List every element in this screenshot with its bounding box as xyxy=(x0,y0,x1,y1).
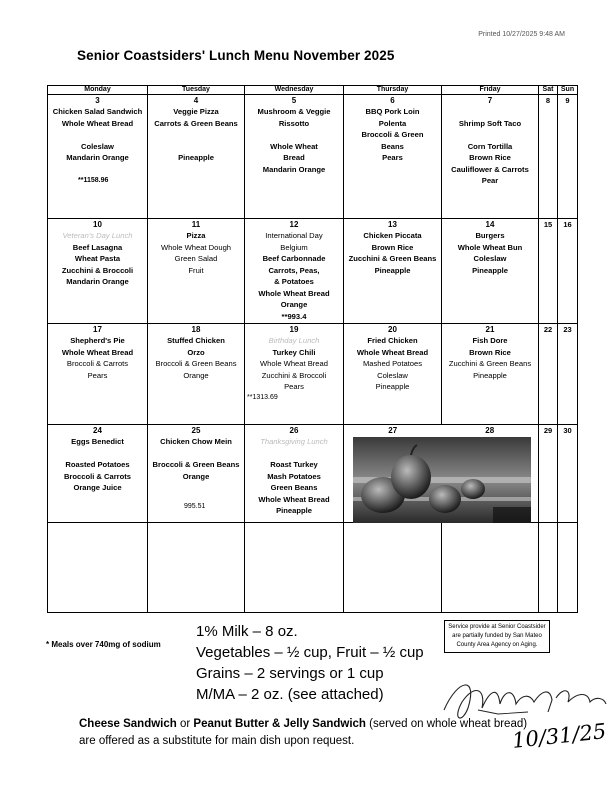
header-row xyxy=(48,86,578,95)
day-number: 3 xyxy=(95,96,100,105)
menu-item: Zucchini & Broccoli xyxy=(61,265,134,275)
menu-item: Whole Wheat Bread xyxy=(260,359,328,368)
menu-item: Pineapple xyxy=(178,153,214,162)
day-number: 26 xyxy=(289,426,299,435)
menu-item: Birthday Lunch xyxy=(268,336,320,345)
sodium-note: * Meals over 740mg of sodium xyxy=(46,640,161,649)
day-number: 7 xyxy=(487,96,493,105)
day-cell xyxy=(148,95,245,219)
empty-cell xyxy=(558,523,578,613)
menu-item: Orange xyxy=(182,471,210,481)
day-number: 22 xyxy=(543,325,553,334)
day-cell xyxy=(344,219,442,324)
menu-item: Beef Lasagna xyxy=(72,242,123,252)
menu-item: Rissotto xyxy=(278,118,310,128)
sodium-marker: 995.51 xyxy=(184,503,206,510)
menu-item: Zucchini & Green Beans xyxy=(348,254,437,263)
menu-item: Coleslaw xyxy=(473,254,507,263)
menu-item: Whole Wheat Bread xyxy=(61,118,134,128)
menu-item: Pineapple xyxy=(375,382,410,391)
menu-item: Broccoli & Green xyxy=(361,130,424,139)
day-cell xyxy=(442,95,539,219)
menu-item: Whole Wheat Bread xyxy=(356,347,429,357)
menu-item: Bread xyxy=(283,153,305,162)
header-wednesday: Wednesday xyxy=(245,86,344,95)
menu-item: Roasted Potatoes xyxy=(65,460,130,469)
substitute-option-cheese: Cheese Sandwich xyxy=(79,718,177,730)
menu-item: Broccoli & Green Beans xyxy=(155,359,237,368)
empty-cell xyxy=(442,523,539,613)
sun-cell xyxy=(558,324,578,425)
day-number: 23 xyxy=(563,325,572,334)
menu-item xyxy=(48,129,147,141)
menu-item: Broccoli & Carrots xyxy=(66,359,129,368)
menu-item: Orange Juice xyxy=(73,483,122,492)
menu-item: & Potatoes xyxy=(274,277,314,286)
menu-item: Whole Wheat Bread xyxy=(258,494,330,504)
menu-item: Pizza xyxy=(186,231,206,240)
nutrition-line: Vegetables – ½ cup, Fruit – ½ cup xyxy=(196,644,424,661)
menu-item: Brown Rice xyxy=(371,242,414,252)
menu-item: Burgers xyxy=(475,231,505,240)
menu-item: Mushroom & Veggie xyxy=(257,107,331,116)
thanksgiving-pumpkin-image xyxy=(353,437,531,523)
menu-item: Polenta xyxy=(378,118,407,128)
menu-item: Eggs Benedict xyxy=(71,437,124,446)
day-cell xyxy=(442,219,539,324)
menu-item: Mandarin Orange xyxy=(262,164,326,174)
menu-calendar xyxy=(47,85,578,613)
menu-item: Cauliflower & Carrots xyxy=(451,164,529,174)
menu-item: Mashed Potatoes xyxy=(362,359,423,368)
menu-item: Green Salad xyxy=(174,254,218,263)
menu-item xyxy=(148,129,244,141)
funding-note: Service provide at Senior Coastsider are partially funded by San Mateo County Area Agency on Aging. xyxy=(444,620,550,653)
menu-item: Whole Wheat Bread xyxy=(258,288,330,298)
day-number: 14 xyxy=(485,220,495,229)
day-cell xyxy=(245,95,344,219)
menu-item: Mandarin Orange xyxy=(66,153,129,162)
day-number: 8 xyxy=(545,96,551,105)
menu-item xyxy=(148,448,244,460)
substitute-rest: (served on whole wheat bread) are offered as a substitute for main dish upon request. xyxy=(79,718,528,747)
substitute-note xyxy=(79,716,539,750)
menu-item: Coleslaw xyxy=(377,370,408,380)
day-number: 29 xyxy=(543,426,553,435)
menu-item: Pineapple xyxy=(374,265,411,275)
menu-item: Orange xyxy=(280,300,308,309)
menu-item: Mash Potatoes xyxy=(267,471,321,481)
header-thursday: Thursday xyxy=(344,86,442,95)
page-title: Senior Coastsiders' Lunch Menu November 2025 xyxy=(77,48,395,63)
menu-item: Stuffed Chicken xyxy=(167,336,225,345)
week-row xyxy=(48,324,578,425)
nutrition-line: 1% Milk – 8 oz. xyxy=(196,623,298,640)
day-cell xyxy=(344,324,442,425)
empty-cell xyxy=(148,523,245,613)
sat-cell xyxy=(539,324,558,425)
day-cell xyxy=(245,425,344,523)
signature-date: 10/31/25 xyxy=(511,719,608,753)
day-cell xyxy=(344,95,442,219)
menu-item: Fish Dore xyxy=(472,336,508,345)
sat-cell xyxy=(539,425,558,523)
day-number: 9 xyxy=(565,96,570,105)
menu-item: Carrots & Green Beans xyxy=(154,118,238,128)
header-friday: Friday xyxy=(442,86,539,95)
menu-item: Orange xyxy=(183,370,209,380)
header-tuesday: Tuesday xyxy=(148,86,245,95)
nutrition-line: Grains – 2 servings or 1 cup xyxy=(196,665,384,682)
menu-item: Turkey Chili xyxy=(272,347,316,357)
menu-item: Chicken Chow Mein xyxy=(160,437,232,446)
menu-item: Corn Tortilla xyxy=(467,141,513,151)
day-number: 20 xyxy=(388,325,397,334)
menu-item: Beef Carbonnade xyxy=(262,254,326,263)
day-cell xyxy=(48,324,148,425)
day-number: 11 xyxy=(191,220,201,229)
substitute-option-pbj: Peanut Butter & Jelly Sandwich xyxy=(193,718,366,730)
day-number: 13 xyxy=(388,220,397,229)
day-number: 5 xyxy=(291,96,297,105)
day-number: 27 xyxy=(388,426,398,435)
day-cell xyxy=(48,425,148,523)
nutrition-line: M/MA – 2 oz. (see attached) xyxy=(196,686,384,703)
sat-cell xyxy=(539,95,558,219)
menu-item: Pears xyxy=(382,153,403,162)
menu-item xyxy=(48,448,147,460)
menu-item: Carrots, Peas, xyxy=(268,265,320,275)
header-sun: Sun xyxy=(558,86,578,95)
sodium-marker: **1158.96 xyxy=(78,176,109,184)
day-number: 19 xyxy=(289,325,299,334)
menu-item xyxy=(245,448,343,460)
day-number: 17 xyxy=(93,325,102,334)
menu-item: Chicken Salad Sandwich xyxy=(52,107,143,116)
day-cell xyxy=(148,219,245,324)
menu-item: Broccoli & Carrots xyxy=(63,471,132,481)
day-number: 25 xyxy=(191,426,201,435)
header-sat: Sat xyxy=(539,86,558,95)
menu-item: Pears xyxy=(284,382,304,391)
menu-item: Green Beans xyxy=(270,483,318,492)
menu-item: Zucchini & Green Beans xyxy=(448,359,532,368)
menu-item: Beans xyxy=(381,141,404,151)
menu-item: Whole Wheat Bread xyxy=(61,347,134,357)
day-number: 16 xyxy=(563,220,572,229)
empty-cell xyxy=(245,523,344,613)
menu-item: Mandarin Orange xyxy=(66,277,129,286)
menu-item: Orzo xyxy=(187,347,205,357)
menu-item xyxy=(245,129,343,141)
day-number: 30 xyxy=(563,426,572,435)
menu-item: Thanksgiving Lunch xyxy=(260,437,328,446)
day-number: 15 xyxy=(543,220,553,229)
empty-cell xyxy=(539,523,558,613)
substitute-or: or xyxy=(176,718,194,730)
menu-item: Zucchini & Broccoli xyxy=(261,370,327,380)
week-row xyxy=(48,219,578,324)
menu-item: Fried Chicken xyxy=(367,336,418,345)
menu-item xyxy=(442,129,538,141)
menu-item: Whole Wheat Bun xyxy=(457,242,523,252)
menu-item: Coleslaw xyxy=(81,141,114,151)
menu-item: Shepherd's Pie xyxy=(70,336,125,345)
menu-item: Fruit xyxy=(188,265,204,275)
day-number: 6 xyxy=(390,96,395,105)
menu-item: Shrimp Soft Taco xyxy=(458,118,522,128)
sodium-marker: **1313.69 xyxy=(247,393,278,401)
menu-item: Whole Wheat xyxy=(270,141,318,151)
day-cell xyxy=(48,95,148,219)
empty-cell xyxy=(48,523,148,613)
menu-item: **993.4 xyxy=(281,311,307,321)
menu-item: Belgium xyxy=(280,242,308,252)
menu-item: Pineapple xyxy=(472,265,508,275)
empty-week-row xyxy=(48,523,578,613)
menu-item: Roast Turkey xyxy=(270,460,318,469)
day-number: 24 xyxy=(93,426,102,435)
menu-item: Whole Wheat Dough xyxy=(160,242,232,252)
menu-item: Brown Rice xyxy=(469,153,511,162)
day-number: 28 xyxy=(485,426,495,435)
menu-item: BBQ Pork Loin xyxy=(365,107,420,116)
empty-cell xyxy=(344,523,442,613)
menu-item: Broccoli & Green Beans xyxy=(152,460,240,469)
menu-item: Chicken Piccata xyxy=(363,231,422,240)
day-cell xyxy=(245,324,344,425)
sun-cell xyxy=(558,219,578,324)
day-cell xyxy=(148,324,245,425)
header-monday: Monday xyxy=(48,86,148,95)
day-number: 21 xyxy=(485,325,495,334)
day-number: 18 xyxy=(191,325,201,334)
day-cell xyxy=(442,324,539,425)
day-cell xyxy=(245,219,344,324)
nutrition-info xyxy=(196,621,456,705)
menu-item: Wheat Pasta xyxy=(74,254,121,263)
day-number: 10 xyxy=(93,220,102,229)
week-row xyxy=(48,95,578,219)
sun-cell xyxy=(558,95,578,219)
day-number: 12 xyxy=(289,220,299,229)
menu-item xyxy=(442,106,538,118)
menu-item xyxy=(148,141,244,153)
menu-item: Pineapple xyxy=(473,370,507,380)
menu-item: Pineapple xyxy=(276,506,312,515)
menu-item: Veteran's Day Lunch xyxy=(62,231,133,240)
sun-cell xyxy=(558,425,578,523)
day-cell xyxy=(148,425,245,523)
day-cell xyxy=(48,219,148,324)
menu-item: International Day xyxy=(265,231,323,240)
menu-item: Brown Rice xyxy=(469,347,511,357)
menu-item: Veggie Pizza xyxy=(173,107,219,116)
menu-item: Pear xyxy=(481,176,499,185)
menu-item: Pears xyxy=(87,370,108,380)
sat-cell xyxy=(539,219,558,324)
day-number: 4 xyxy=(193,96,199,105)
printed-timestamp: Printed 10/27/2025 9:48 AM xyxy=(478,31,565,38)
